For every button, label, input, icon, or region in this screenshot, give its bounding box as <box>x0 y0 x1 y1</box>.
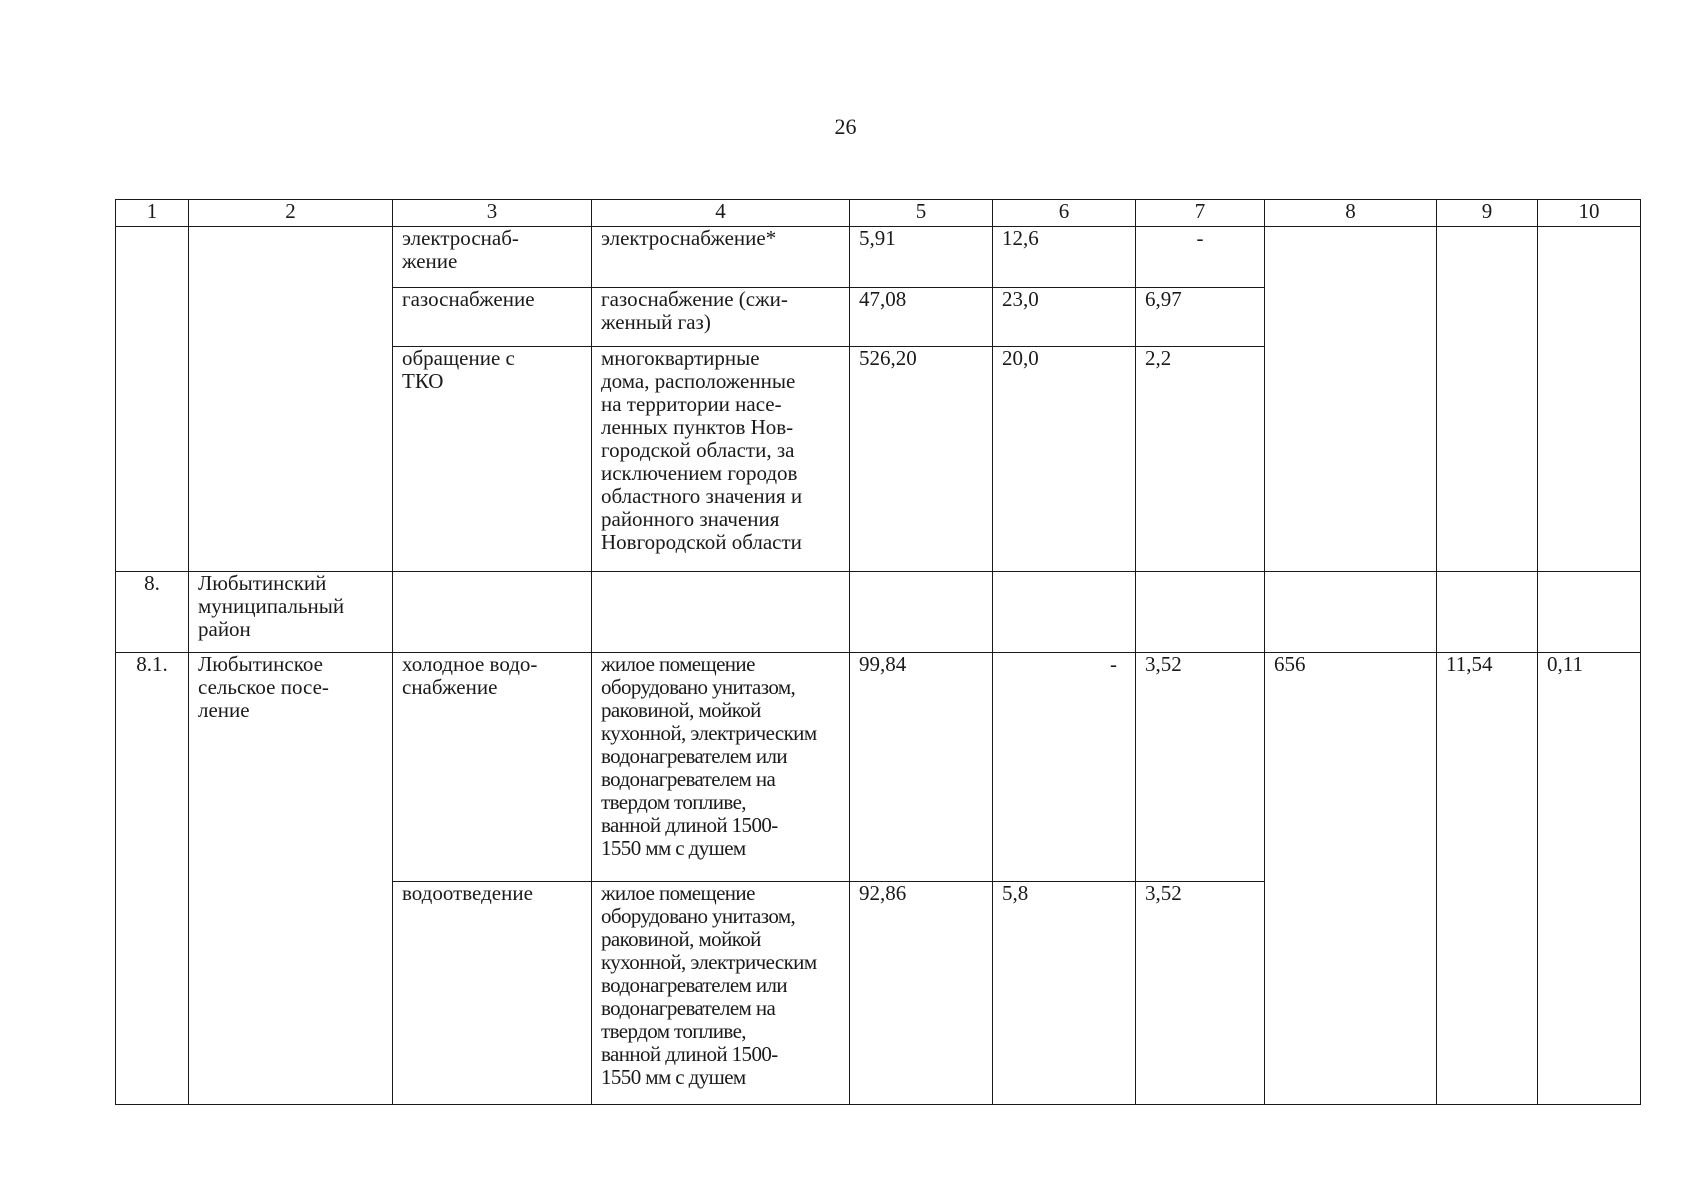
empty-cell <box>116 227 189 572</box>
value-cell: 20,0 <box>993 347 1136 572</box>
page-number: 26 <box>834 114 857 139</box>
value-cell: 656 <box>1265 653 1437 1105</box>
column-number-header-row <box>116 200 1641 227</box>
value-cell: 11,54 <box>1437 653 1538 1105</box>
service-cell: водоотведение <box>393 882 592 1105</box>
value-cell: 47,08 <box>850 288 993 347</box>
category-cell: жилое помещение оборудовано унитазом, раковиной, мойкой кухонной, электрическим водонагревателем или водонагревателем на твердом топливе, ванной длиной 1500- 1550 мм с душем <box>592 653 850 882</box>
column-number: 9 <box>1437 200 1538 227</box>
empty-cell <box>1437 572 1538 653</box>
empty-cell <box>1437 227 1538 572</box>
empty-cell <box>993 572 1136 653</box>
column-number: 5 <box>850 200 993 227</box>
column-number: 3 <box>393 200 592 227</box>
value-cell: 3,52 <box>1136 882 1265 1105</box>
empty-cell <box>592 572 850 653</box>
table-row-district <box>116 572 1641 653</box>
empty-cell <box>1538 572 1641 653</box>
column-number: 2 <box>189 200 393 227</box>
category-cell: многоквартирные дома, расположенные на территории насе- ленных пунктов Нов- городской области, за исключением городов областного значения и районного значения Новгородской области <box>592 347 850 572</box>
row-number-cell: 8.1. <box>116 653 189 1105</box>
empty-cell <box>1265 572 1437 653</box>
value-cell: 5,8 <box>993 882 1136 1105</box>
category-cell: жилое помещение оборудовано унитазом, раковиной, мойкой кухонной, электрическим водонагревателем или водонагревателем на твердом топливе, ванной длиной 1500- 1550 мм с душем <box>592 882 850 1105</box>
value-cell: - <box>1136 227 1265 288</box>
value-cell: 5,91 <box>850 227 993 288</box>
empty-cell <box>1265 227 1437 572</box>
table-row-cold-water <box>116 653 1641 882</box>
service-cell: обращение с ТКО <box>393 347 592 572</box>
category-cell: газоснабжение (сжи- женный газ) <box>592 288 850 347</box>
column-number: 7 <box>1136 200 1265 227</box>
column-number: 4 <box>592 200 850 227</box>
empty-cell <box>189 227 393 572</box>
service-cell: газоснабжение <box>393 288 592 347</box>
value-cell: 99,84 <box>850 653 993 882</box>
category-cell: электроснабжение* <box>592 227 850 288</box>
column-number: 10 <box>1538 200 1641 227</box>
column-number: 1 <box>116 200 189 227</box>
value-cell: 23,0 <box>993 288 1136 347</box>
row-number-cell: 8. <box>116 572 189 653</box>
value-cell: - <box>993 653 1136 882</box>
empty-cell <box>1136 572 1265 653</box>
service-cell: электроснаб- жение <box>393 227 592 288</box>
empty-cell <box>393 572 592 653</box>
empty-cell <box>1538 227 1641 572</box>
value-cell: 526,20 <box>850 347 993 572</box>
territory-cell: Любытинский муниципальный район <box>189 572 393 653</box>
service-cell: холодное водо- снабжение <box>393 653 592 882</box>
value-cell: 2,2 <box>1136 347 1265 572</box>
empty-cell <box>850 572 993 653</box>
territory-cell: Любытинское сельское посе- ление <box>189 653 393 1105</box>
value-cell: 3,52 <box>1136 653 1265 882</box>
value-cell: 6,97 <box>1136 288 1265 347</box>
value-cell: 12,6 <box>993 227 1136 288</box>
column-number: 8 <box>1265 200 1437 227</box>
column-number: 6 <box>993 200 1136 227</box>
table-row-electricity <box>116 227 1641 288</box>
value-cell: 0,11 <box>1538 653 1641 1105</box>
value-cell: 92,86 <box>850 882 993 1105</box>
tariff-table <box>115 199 1641 1105</box>
